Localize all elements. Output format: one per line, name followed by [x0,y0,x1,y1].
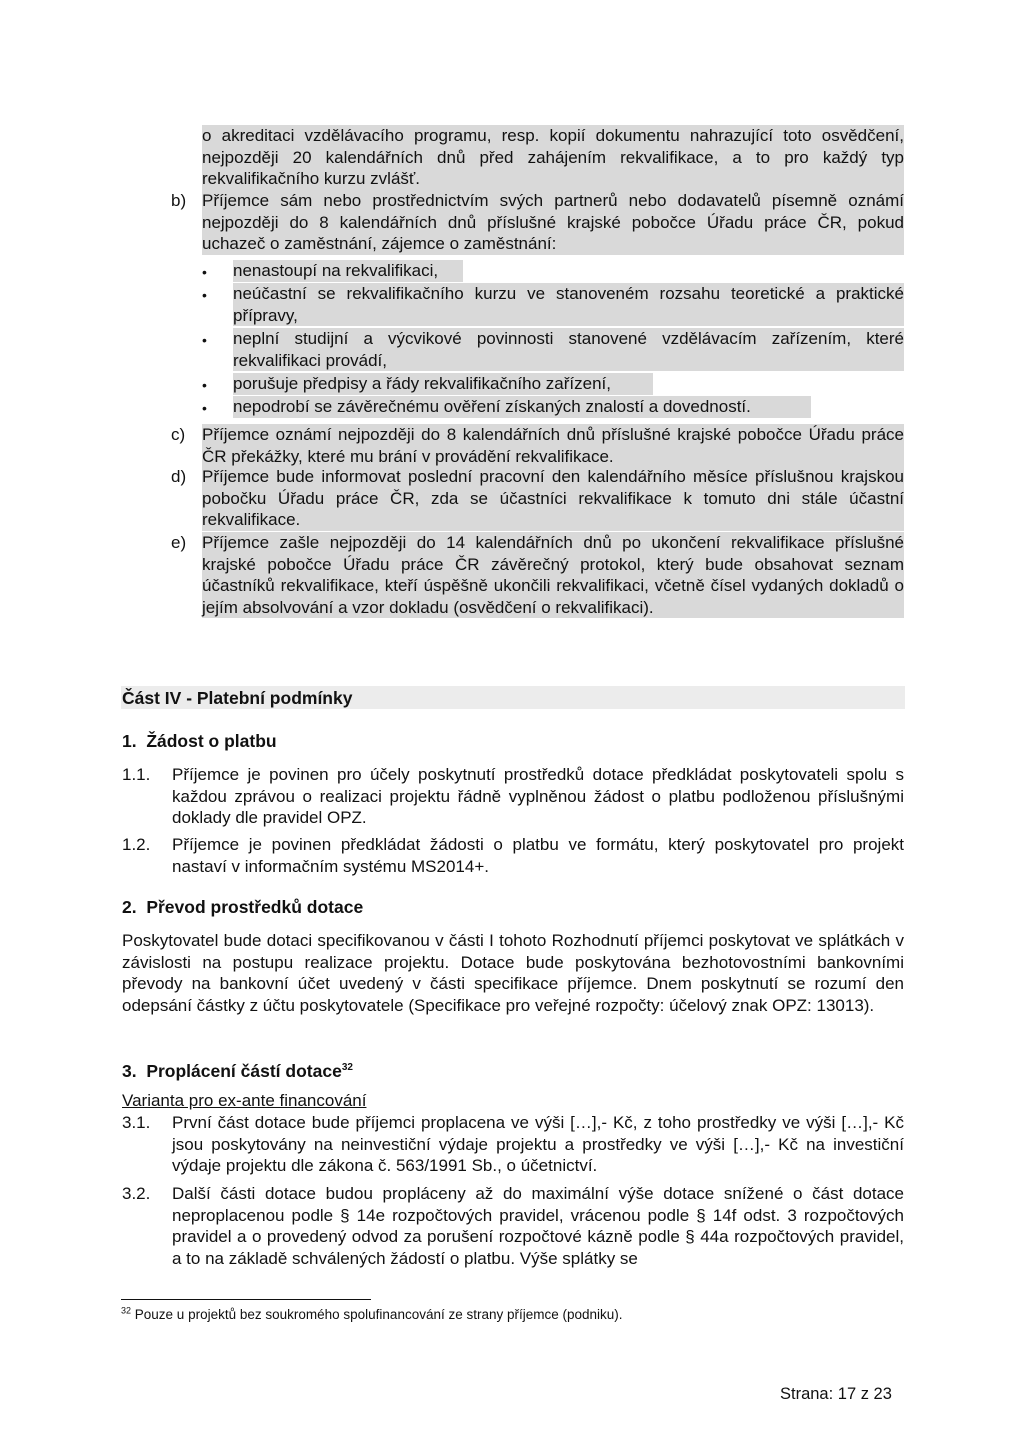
page-number: Strana: 17 z 23 [780,1385,892,1403]
clause-number: 3.1. [122,1113,151,1132]
item-e-text: Příjemce zašle nejpozději do 14 kalendářních dnů po ukončení rekvalifikace příslušné krajské pobočce Úřadu práce ČR závěrečný protokol, který bude obsahovat seznam účastníků rekvalifikace, kteří úspěšně ukončili rekvalifikaci, včetně čísel vydaných dokladů o jejím absolvování a vzor dokladu (osvědčení o rekvalifikaci). [202,533,904,617]
clause-1-2-text: Příjemce je povinen předkládat žádosti o platbu ve formátu, který poskytovatel pro projekt nastaví v informačním systému MS2014+. [172,835,904,876]
heading-proplaceni-text: 3. Proplácení částí dotace [122,1061,342,1081]
bullet-item: nenastoupí na rekvalifikaci, [233,260,463,282]
section-2-text: Poskytovatel bude dotaci specifikovanou v části I tohoto Rozhodnutí příjemci poskytovat ve splátkách v závislosti na postupu realizace projektu. Dotace bude poskytována bezhotovostními bankovními převody na bankovní účet uvedený v části specifikace příjemce. Dnem poskytnutí se rozumí den odepsání částky z účtu poskytovatele (Specifikace pro veřejné rozpočty: účelový znak OPZ: 13013). [122,931,904,1015]
item-d-label: d) [171,467,187,486]
bullet-marker: • [202,287,207,303]
bullet-item: nepodrobí se závěrečnému ověření získaných znalostí a dovedností. [233,396,811,418]
clause-number: 1.1. [122,765,151,784]
item-c-text: Příjemce oznámí nejpozději do 8 kalendářních dnů příslušné krajské pobočce Úřadu práce ČR překážky, které mu brání v provádění rekvalifikace. [202,425,904,466]
clause-number: 3.2. [122,1184,151,1203]
item-b-label: b) [171,191,187,210]
item-d-text: Příjemce bude informovat poslední pracovní den kalendářního měsíce příslušnou krajskou pobočku Úřadu práce ČR, zda se účastníci rekvalifikace k tomuto dni stále účastní rekvalifikace. [202,467,904,529]
item-e-label: e) [171,533,187,552]
item-a-tail: o akreditaci vzdělávacího programu, resp. kopií dokumentu nahrazující toto osvědčení, nejpozději 20 kalendářních dnů před zahájením rekvalifikace, a to pro každý typ rekvalifikačního kurzu zvlášť. [202,126,904,188]
footnote-number: 32 [121,1305,132,1316]
footnote-text: Pouze u projektů bez soukromého spolufinancování ze strany příjemce (podniku). [134,1307,623,1322]
bullet-marker: • [202,264,207,280]
clause-number: 1.2. [122,835,151,854]
bullet-marker: • [202,332,207,348]
heading-zadost-o-platbu: 1. Žádost o platbu [122,731,277,751]
bullet-item: neplní studijní a výcvikové povinnosti stanovené vzdělávacím zařízením, které rekvalifikaci provádí, [233,329,904,370]
clause-3-2-text: Další části dotace budou propláceny až do maximální výše dotace snížené o část dotace neproplacenou podle § 14e rozpočtových pravidel, vrácenou podle § 14f odst. 3 rozpočtových pravidel a o provedený odvod za porušení rozpočtové kázně podle § 44a rozpočtových pravidel, a to na základě schválených žádostí o platbu. Výše splátky se [172,1184,904,1268]
item-c-label: c) [171,425,186,444]
bullet-item: neúčastní se rekvalifikačního kurzu ve stanoveném rozsahu teoretické a praktické přípravy, [233,284,904,325]
bullet-marker: • [202,377,207,393]
heading-prevod-prostredku: 2. Převod prostředků dotace [122,897,364,917]
bullet-marker: • [202,400,207,416]
heading-proplaceni [122,1061,353,1083]
footnote-reference: 32 [341,1062,353,1074]
variant-label: Varianta pro ex-ante financování [122,1091,367,1110]
item-b-text: Příjemce sám nebo prostřednictvím svých partnerů nebo dodavatelů písemně oznámí nejpozději do 8 kalendářních dnů příslušné krajské pobočce Úřadu práce ČR, pokud uchazeč o zaměstnání, zájemce o zaměstnání: [202,191,904,253]
part-iv-title: Část IV - Platební podmínky [122,688,353,708]
clause-1-1-text: Příjemce je povinen pro účely poskytnutí prostředků dotace předkládat poskytovateli spolu s každou zprávou o realizaci projektu řádně vyplněnou žádost o platbu podloženou příslušnými doklady dle pravidel OPZ. [172,765,904,827]
footnote [121,1306,623,1324]
footnote-separator [121,1299,371,1300]
clause-3-1-text: První část dotace bude příjemci proplacena ve výši […],- Kč, z toho prostředky ve výši […],- Kč jsou poskytovány na neinvestiční výdaje projektu a prostředky ve výši […],- Kč na investiční výdaje projektu dle zákona č. 563/1991 Sb., o účetnictví. [172,1113,904,1175]
bullet-item: porušuje předpisy a řády rekvalifikačního zařízení, [233,373,653,395]
